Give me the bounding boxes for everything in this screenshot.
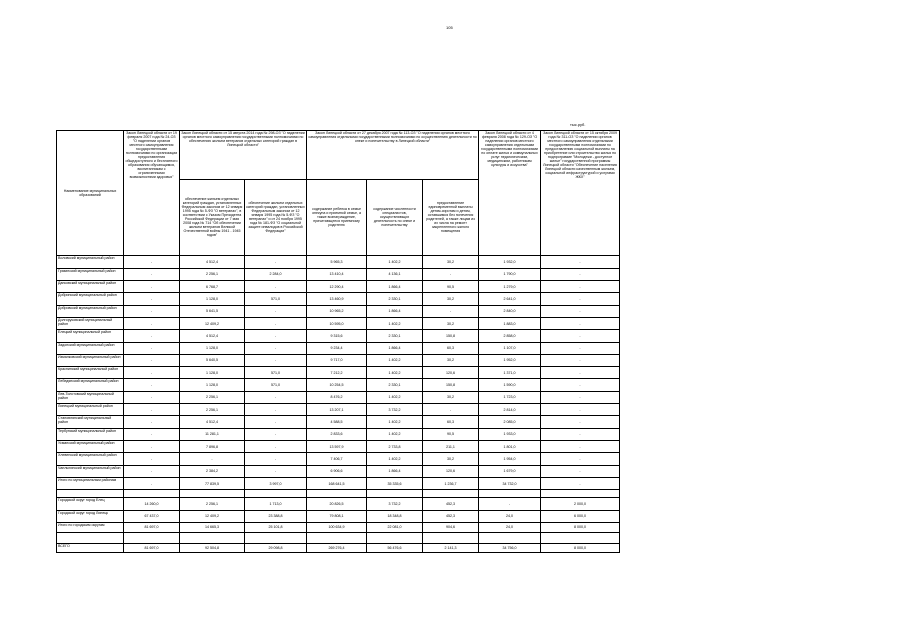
header-col5: содержание численности специалистов, осуществляющих деятельность по опеке и попечительству (367, 179, 423, 256)
empty-cell (124, 490, 180, 498)
value-c6: 60,3 (423, 416, 479, 428)
value-c3: - (245, 305, 307, 317)
value-c2: 14 665,3 (180, 522, 245, 532)
value-c6: 30,2 (423, 317, 479, 329)
subtotal-districts-row (57, 477, 620, 489)
value-c5: 22 081,0 (367, 522, 423, 532)
value-c4: 4 588,5 (307, 416, 367, 428)
value-c2: 1 128,0 (180, 293, 245, 305)
value-c6: 60,3 (423, 342, 479, 354)
row-name: Становлянский муниципальный район (57, 416, 124, 428)
city-row (57, 498, 620, 510)
value-c1: - (124, 293, 180, 305)
value-c6: 150,8 (423, 379, 479, 391)
value-c6: 452,3 (423, 510, 479, 522)
value-c2: 12 409,2 (180, 317, 245, 329)
value-c3: - (245, 428, 307, 440)
empty-cell (124, 532, 180, 543)
value-c8: - (541, 416, 620, 428)
value-c4: 13 410,4 (307, 268, 367, 280)
value-c8: - (541, 317, 620, 329)
value-c6: 150,8 (423, 330, 479, 342)
value-c5: 3 732,2 (367, 404, 423, 416)
value-c8: 8 000,0 (541, 522, 620, 532)
value-c1: 81 697,0 (124, 543, 180, 552)
value-c6: - (423, 404, 479, 416)
city-row (57, 510, 620, 522)
value-c5: 2 330,1 (367, 330, 423, 342)
value-c7: 1 279,0 (479, 280, 541, 292)
value-c8: - (541, 428, 620, 440)
value-c8: - (541, 391, 620, 403)
value-c7: 2 814,0 (479, 404, 541, 416)
value-c3: - (245, 330, 307, 342)
row-name: Грязинский муниципальный район (57, 268, 124, 280)
page-number: 105 (446, 25, 453, 30)
value-c7: 2 840,0 (479, 305, 541, 317)
table-row (57, 453, 620, 465)
empty-cell (57, 532, 124, 543)
row-name: ВСЕГО (57, 543, 124, 552)
value-c8: - (541, 330, 620, 342)
value-c4: 13 460,9 (307, 293, 367, 305)
value-c2: 1 128,0 (180, 367, 245, 379)
subtotal-cities-row (57, 522, 620, 532)
value-c7: 1 933,0 (479, 428, 541, 440)
header-row-laws (57, 131, 620, 180)
value-c3: 571,0 (245, 379, 307, 391)
value-c8: 2 000,0 (541, 498, 620, 510)
table-row (57, 441, 620, 453)
row-name: Краснинский муниципальный район (57, 367, 124, 379)
value-c4: 79 808,1 (307, 510, 367, 522)
value-c1: 14 260,0 (124, 498, 180, 510)
value-c5: 35 335,6 (367, 477, 423, 489)
value-c5: 1 402,2 (367, 256, 423, 268)
header-law-group2: Закон Липецкой области от 15 августа 2014 года № 298-ОЗ "О наделении органов местного самоуправления государственными полномочиями по обеспечению жильем ветеранов отдельных категорий граждан в Липецкой области" (180, 131, 307, 180)
value-c1: - (124, 354, 180, 366)
value-c4: 9 315,6 (307, 330, 367, 342)
value-c6: 120,6 (423, 367, 479, 379)
value-c4: 8 476,2 (307, 391, 367, 403)
empty-cell (367, 532, 423, 543)
value-c5: 2 330,1 (367, 379, 423, 391)
value-c2: 4 512,4 (180, 416, 245, 428)
value-c5: 2 330,1 (367, 293, 423, 305)
value-c3: - (245, 441, 307, 453)
value-c1: - (124, 379, 180, 391)
value-c3: - (245, 280, 307, 292)
value-c4: 100 634,9 (307, 522, 367, 532)
value-c5: 1 402,2 (367, 391, 423, 403)
value-c5: 1 402,2 (367, 453, 423, 465)
value-c8: - (541, 268, 620, 280)
value-c4: 2 833,6 (307, 428, 367, 440)
value-c8: - (541, 477, 620, 489)
value-c4: 12 290,4 (307, 280, 367, 292)
value-c7: 2 641,0 (479, 293, 541, 305)
value-c8: - (541, 342, 620, 354)
row-name: Чаплыгинский муниципальный район (57, 465, 124, 477)
header-law-group3: Закон Липецкой области от 27 декабря 2007 года № 113-ОЗ "О наделении органов местного самоуправления отдельными государственными полномочиями по осуществлению деятельности по опеке и попечительству в Липецкой области" (307, 131, 479, 180)
value-c3: - (245, 317, 307, 329)
value-c2: 4 512,4 (180, 256, 245, 268)
value-c4: 269 276,4 (307, 543, 367, 552)
value-c1: - (124, 342, 180, 354)
row-name: Лебедянский муниципальный район (57, 379, 124, 391)
empty-cell (307, 490, 367, 498)
separator-row (57, 532, 620, 543)
value-c8: - (541, 367, 620, 379)
value-c3: 29 098,8 (245, 543, 307, 552)
value-c4: 13 597,9 (307, 441, 367, 453)
value-c3: 571,0 (245, 293, 307, 305)
value-c8: - (541, 465, 620, 477)
value-c1: - (124, 305, 180, 317)
value-c7: 1 107,0 (479, 342, 541, 354)
value-c5: 1 402,2 (367, 416, 423, 428)
value-c3: - (245, 416, 307, 428)
table-row (57, 305, 620, 317)
grand-total-row (57, 543, 620, 552)
row-name: Елецкий муниципальный район (57, 330, 124, 342)
empty-cell (245, 532, 307, 543)
value-c3: - (245, 354, 307, 366)
separator-row (57, 490, 620, 498)
value-c3: 571,0 (245, 367, 307, 379)
value-c4: 10 965,2 (307, 305, 367, 317)
value-c2: 7 896,8 (180, 441, 245, 453)
value-c5: 4 136,1 (367, 268, 423, 280)
header-col2: обеспечение жильем отдельных категорий граждан, установленных Федеральным законом от 12 января 1995 года № 5-ФЗ "О ветеранах", в соответствии с Указом Президента Российской Федерации от 7 мая 2008 года № 714 "Об обеспечении жильем ветеранов Великой Отечественной войны 1941 - 1945 годов" (180, 179, 245, 256)
value-c6: 452,3 (423, 498, 479, 510)
value-c1: - (124, 404, 180, 416)
value-c2: 1 128,0 (180, 342, 245, 354)
value-c6: 904,6 (423, 522, 479, 532)
header-col1: Закон Липецкой области от 19 февраля 2007 года № 24-ОЗ "О наделении органов местного самоуправления государственными полномочиями по организации предоставления общедоступного и бесплатного образования обучающимся, воспитанникам с ограниченными возможностями здоровья" (124, 131, 180, 256)
value-c8: - (541, 379, 620, 391)
row-name: Добровский муниципальный район (57, 305, 124, 317)
table-row (57, 317, 620, 329)
header-col8: Закон Липецкой области от 15 октября 2009 года № 311-ОЗ "О наделении органов местного самоуправления отдельными государственными полномочиями по предоставлению социальной выплаты на приобретение или строительство жилья по подпрограмме "Молодежи - доступное жилье" государственной программы Липецкой области "Обеспечение населения Липецкой области качественным жильем, социальной инфраструктурой и услугами ЖКХ" (541, 131, 620, 256)
value-c7: 1 590,0 (479, 379, 541, 391)
value-c1: - (124, 317, 180, 329)
value-c1: 81 697,0 (124, 522, 180, 532)
empty-cell (180, 532, 245, 543)
table-row (57, 367, 620, 379)
value-c4: 168 641,5 (307, 477, 367, 489)
value-c2: 5 640,5 (180, 354, 245, 366)
row-name: Городской округ город Липецк (57, 510, 124, 522)
value-c2: 2 256,1 (180, 391, 245, 403)
row-name: Итого по муниципальным районам (57, 477, 124, 489)
value-c7: 1 883,0 (479, 317, 541, 329)
table-row (57, 256, 620, 268)
row-name: Городской округ город Елец (57, 498, 124, 510)
header-col4: содержание ребенка в семье опекуна и приемной семье, а также вознаграждение, причитающееся приемному родителю (307, 179, 367, 256)
value-c5: 1 402,2 (367, 367, 423, 379)
value-c8: - (541, 280, 620, 292)
value-c3: - (245, 391, 307, 403)
value-c6: 1 236,7 (423, 477, 479, 489)
value-c2: 1 128,0 (180, 379, 245, 391)
value-c1: - (124, 416, 180, 428)
empty-cell (479, 532, 541, 543)
value-c8: - (541, 404, 620, 416)
table-row (57, 428, 620, 440)
value-c1: - (124, 268, 180, 280)
value-c4: 9 234,4 (307, 342, 367, 354)
row-name: Лев-Толстовский муниципальный район (57, 391, 124, 403)
value-c7: 1 790,0 (479, 268, 541, 280)
value-c2: 5 641,5 (180, 305, 245, 317)
value-c4: 9 717,0 (307, 354, 367, 366)
value-c1: - (124, 391, 180, 403)
value-c3: - (245, 404, 307, 416)
header-col7: Закон Липецкой области от 4 февраля 2008 года № 129-ОЗ "О наделении органов местного самоуправления отдельными государственными полномочиями по оплате жилья и коммунальных услуг педагогическим, медицинским, работникам культуры и искусства" (479, 131, 541, 256)
row-name: Итого по городским округам (57, 522, 124, 532)
value-c5: 56 476,6 (367, 543, 423, 552)
value-c2: 77 839,5 (180, 477, 245, 489)
value-c4: 10 595,0 (307, 317, 367, 329)
empty-cell (367, 490, 423, 498)
table-row (57, 280, 620, 292)
empty-cell (423, 490, 479, 498)
value-c5: 2 733,8 (367, 441, 423, 453)
value-c1: - (124, 465, 180, 477)
value-c6: 30,2 (423, 453, 479, 465)
budget-table (56, 130, 620, 553)
table-row (57, 391, 620, 403)
value-c3: 2 284,0 (245, 268, 307, 280)
value-c8: - (541, 354, 620, 366)
value-c1: - (124, 428, 180, 440)
table-row (57, 465, 620, 477)
value-c6: 2 141,3 (423, 543, 479, 552)
empty-cell (180, 490, 245, 498)
header-col3: обеспечение жильем отдельных категорий граждан, установленных Федеральным законом от 12 января 1995 года № 5-ФЗ "О ветеранах" и от 24 ноября 1995 года № 181-ФЗ "О социальной защите инвалидов в Российской Федерации" (245, 179, 307, 256)
value-c7: - (479, 498, 541, 510)
value-c2: - (180, 453, 245, 465)
value-c2: 12 409,2 (180, 510, 245, 522)
value-c3: 1 713,0 (245, 498, 307, 510)
value-c7: 1 932,0 (479, 256, 541, 268)
value-c6: 120,6 (423, 465, 479, 477)
empty-cell (57, 490, 124, 498)
value-c2: 11 281,1 (180, 428, 245, 440)
value-c2: 2 384,2 (180, 465, 245, 477)
value-c6: 90,5 (423, 280, 479, 292)
header-name-col: Наименование муниципальных образований (57, 131, 124, 256)
value-c2: 2 256,1 (180, 404, 245, 416)
header-col6: предоставление единовременной выплаты детям-сиротам и детям, оставшимся без попечения родителей, а также лицам из их числа на ремонт закрепленного жилого помещения (423, 179, 479, 256)
row-name: Липецкий муниципальный район (57, 404, 124, 416)
value-c5: 1 866,4 (367, 280, 423, 292)
value-c6: 90,5 (423, 428, 479, 440)
value-c7: 34 732,0 (479, 477, 541, 489)
value-c5: 1 402,2 (367, 317, 423, 329)
row-name: Воловский муниципальный район (57, 256, 124, 268)
table-row (57, 404, 620, 416)
value-c2: 6 768,7 (180, 280, 245, 292)
row-name: Задонский муниципальный район (57, 342, 124, 354)
value-c4: 7 406,7 (307, 453, 367, 465)
row-name: Хлевенский муниципальный район (57, 453, 124, 465)
value-c1: - (124, 453, 180, 465)
value-c4: 6 906,6 (307, 465, 367, 477)
value-c7: 1 952,0 (479, 354, 541, 366)
value-c2: 2 256,1 (180, 498, 245, 510)
value-c3: - (245, 453, 307, 465)
value-c1: - (124, 256, 180, 268)
value-c3: 25 101,8 (245, 522, 307, 532)
row-name: Данковский муниципальный район (57, 280, 124, 292)
value-c3: - (245, 256, 307, 268)
table-row (57, 354, 620, 366)
empty-cell (541, 490, 620, 498)
value-c1: - (124, 367, 180, 379)
value-c7: 1 723,0 (479, 391, 541, 403)
value-c4: 13 207,1 (307, 404, 367, 416)
row-name: Измалковский муниципальный район (57, 354, 124, 366)
value-c7: 2 085,0 (479, 416, 541, 428)
table-row (57, 330, 620, 342)
value-c5: 1 402,2 (367, 428, 423, 440)
value-c5: 1 402,2 (367, 354, 423, 366)
value-c1: - (124, 441, 180, 453)
value-c8: - (541, 293, 620, 305)
table-row (57, 342, 620, 354)
empty-cell (541, 532, 620, 543)
value-c1: - (124, 280, 180, 292)
value-c6: 30,2 (423, 293, 479, 305)
value-c1: 67 437,0 (124, 510, 180, 522)
empty-cell (423, 532, 479, 543)
value-c6: - (423, 305, 479, 317)
value-c8: 6 000,0 (541, 510, 620, 522)
value-c7: 1 954,0 (479, 453, 541, 465)
value-c4: 5 965,3 (307, 256, 367, 268)
table-row (57, 268, 620, 280)
value-c5: 1 866,4 (367, 342, 423, 354)
value-c5: 1 866,4 (367, 465, 423, 477)
value-c6: 211,1 (423, 441, 479, 453)
value-c3: 3 997,0 (245, 477, 307, 489)
unit-label: тыс.руб. (570, 122, 586, 127)
value-c6: 30,2 (423, 354, 479, 366)
row-name: Тербунский муниципальный район (57, 428, 124, 440)
value-c3: 23 388,8 (245, 510, 307, 522)
value-c6: - (423, 268, 479, 280)
table-row (57, 293, 620, 305)
row-name: Долгоруковский муниципальный район (57, 317, 124, 329)
value-c7: 1 679,0 (479, 465, 541, 477)
value-c7: 2 858,0 (479, 330, 541, 342)
value-c7: 1 371,0 (479, 367, 541, 379)
value-c4: 7 212,2 (307, 367, 367, 379)
value-c7: 24,0 (479, 522, 541, 532)
value-c2: 92 504,8 (180, 543, 245, 552)
value-c1: - (124, 477, 180, 489)
value-c8: - (541, 441, 620, 453)
value-c8: - (541, 453, 620, 465)
value-c6: 30,2 (423, 391, 479, 403)
value-c1: - (124, 330, 180, 342)
value-c5: 1 866,4 (367, 305, 423, 317)
table-row (57, 379, 620, 391)
value-c5: 3 732,2 (367, 498, 423, 510)
value-c7: 1 801,0 (479, 441, 541, 453)
value-c3: - (245, 465, 307, 477)
row-name: Добринский муниципальный район (57, 293, 124, 305)
value-c5: 18 348,8 (367, 510, 423, 522)
empty-cell (479, 490, 541, 498)
value-c4: 10 254,5 (307, 379, 367, 391)
value-c8: 8 000,0 (541, 543, 620, 552)
value-c2: 2 256,1 (180, 268, 245, 280)
value-c3: - (245, 342, 307, 354)
empty-cell (245, 490, 307, 498)
value-c4: 20 826,5 (307, 498, 367, 510)
table-row (57, 416, 620, 428)
row-name: Усманский муниципальный район (57, 441, 124, 453)
value-c2: 4 512,4 (180, 330, 245, 342)
value-c7: 24,0 (479, 510, 541, 522)
value-c7: 34 756,0 (479, 543, 541, 552)
empty-cell (307, 532, 367, 543)
value-c6: 30,2 (423, 256, 479, 268)
value-c8: - (541, 305, 620, 317)
value-c8: - (541, 256, 620, 268)
